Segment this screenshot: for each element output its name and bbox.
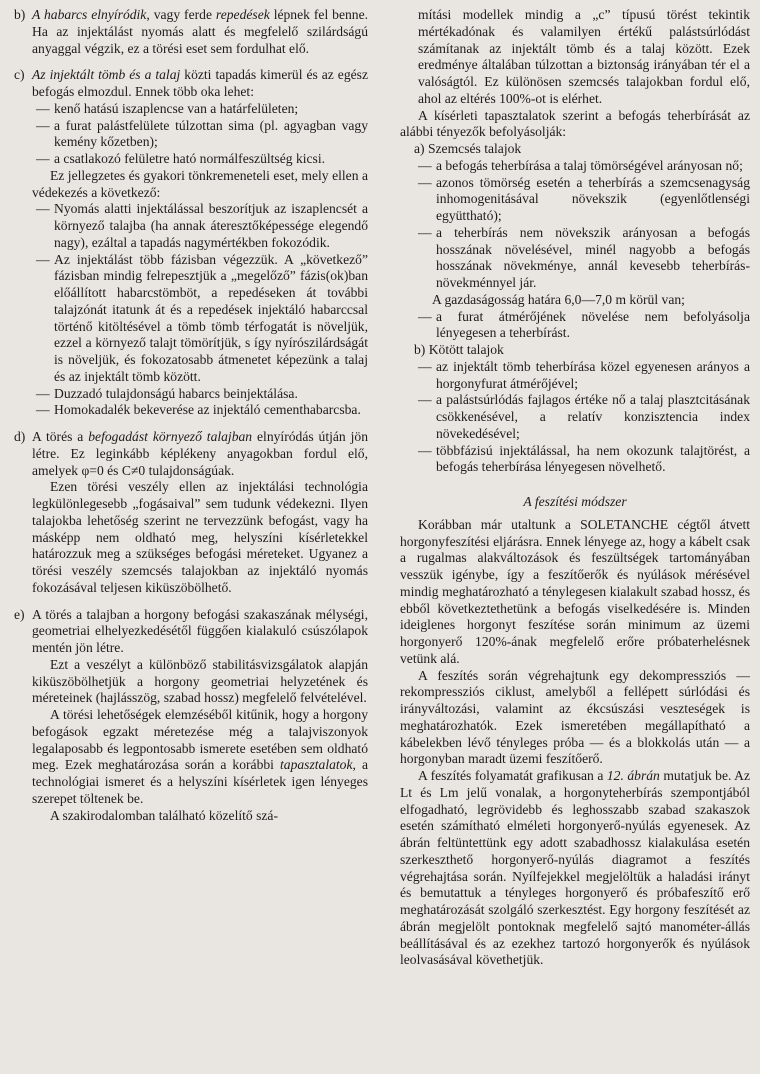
list-item: — a befogás teherbírása a talaj tömörségével arányosan nő; [418,157,743,173]
case-c [14,67,368,419]
paragraph: Korábban már utaltunk a SOLETANCHE cégtől átvett horgonyfeszítési eljárásra. Ennek lényege az, hogy a kábelt csak a rugalmas alakváltozások és feszültségek tartományában vesszük igénybe, így a feszítőerők és nyúlások mérésével mindig meghatározható a ténylegesen kialakult szabad hossz, és ebből következtethetünk a befogás viselkedésére is. Minden ideiglenes horgonyt feszítése során minimum az üzemi horgonyerő 120%-ának megfelelő erőre próbaterhelésnek vetünk alá. [400,516,750,666]
list-item-text: Homokadalék bekeverése az injektáló cementhabarcsba. [54,402,361,418]
list-item-text: a csatlakozó felületre ható normálfeszültség kicsi. [54,151,326,166]
paragraph: A gazdaságosság határa 6,0—7,0 m körül van; [432,291,685,307]
paragraph: mítási modellek mindig a „c” típusú törést tekintik mértékadónak és valamilyen értékű palástsúrlódást számítanak az injektált tömb és a talaj között. Ezek eredménye általában túlzottan a biztonság irányában tér el a valóságtól. Ez különösen szemcsés talajokban fordul elő, ahol az eltérés 100%-ot is elérhet. [418,7,750,106]
emphasis: tapasztalatok [280,757,353,773]
case-b [14,7,368,57]
list-item: — többfázisú injektálással, ha nem okozunk talajtörést, a befogás teherbírása lényegesen növelhető. [418,442,750,475]
list-item-text: a furat átmérőjének növelése nem befolyásolja lényegesen a teherbírást. [436,308,750,341]
list-item-text: Az injektálást több fázisban végezzük. A „következő” fázisban mindig felrepesztjük a „megelőző” fázis(ok)ban előállított habarcstömböt, a repedéseken át további talajzónát itatunk át és a repedések injektáló habarccsal történő kitöltésével a tömb tömb térfogatát is növeljük, ezzel a környező talajt tömörítjük, s így nyírószilárdságát is növeljük, és fokozatosabb átmenetet képezünk a talaj és az injektált tömb között. [54,251,368,384]
list-item-text: kenő hatású iszaplencse van a határfelületen; [54,100,299,116]
case-c-text: közti tapadás kimerül és az egész befogás elmozdul. Ennek több oka lehet: [32,67,368,99]
list-item-text: többfázisú injektálással, ha nem okozunk talajtörést, a befogás teherbírása lényegesen növelhető. [436,442,750,475]
list-item-text: a furat palástfelülete túlzottan sima (pl. agyagban vagy kemény kőzetben); [54,117,368,150]
paragraph: A feszítés során végrehajtunk egy dekompressziós — rekompressziós ciklust, amelyből a fellépett súrlódási és irányváltozási, valamint az ékcsúszási veszteségek is meghatározhatók. Ezek ismeretében megállapítható a kábelekben lévő tényleges próba — és a blokkolás után — a horgonyban maradt üzemi feszítőerő. [400,667,750,767]
case-d [14,429,368,597]
case-e [14,607,368,825]
list-item-text: a befogás teherbírása a talaj tömörségével arányosan nő; [436,157,743,173]
list-item: — kenő hatású iszaplencse van a határfelületen; [36,100,299,116]
case-d-text1: A törés a [32,429,89,444]
list-item-text: Duzzadó tulajdonságú habarcs beinjektálása. [54,385,298,401]
list-item-text: az injektált tömb teherbírása közel egyenesen arányos a horgonyfurat átmérőjével; [436,358,750,391]
list-item-text: a teherbírás nem növekszik arányosan a befogás hosszának növelésével, minél nagyobb a befogás hosszának növekménye, annál kevesebb teherbírás-növekménnyel jár. [436,224,750,290]
case-d-text2: elnyíródás útján jön létre. Ez leginkább képlékeny anyagokban fordul elő, amelyek φ=0 és C≠0 tulajdonságúak. [32,429,368,478]
case-d-term: befogadást környező talajban [88,429,253,444]
list-item: — Duzzadó tulajdonságú habarcs beinjektálása. [36,385,298,401]
subsection-label: b) Kötött talajok [414,342,504,357]
list-item: — Az injektálást több fázisban végezzük. A „következő” fázisban mindig felrepesztjük a „megelőző” fázis(ok)ban előállított habarcstömböt, a repedéseken át további talajzónát itatunk át és a repedések injektáló habarccsal történő kitöltésével a tömb tömb térfogatát is növeljük, ezzel a környező talajt tömörítjük, s így nyírószilárdságát is növeljük, és fokozatosabb átmenetet képezünk a talaj és az injektált tömb között. [36,251,368,384]
right-column [400,7,750,969]
paragraph: A szakirodalomban található közelítő szá- [50,807,278,823]
granular-soils [400,141,750,342]
left-column [14,7,368,824]
figure-reference: 12. ábrán [606,768,660,783]
list-item: — Nyomás alatti injektálással beszorítjuk az iszaplencsét a környező talajba (ha annak áteresztőképessége elegendő nagy), ezáltal a tapadás nagymértékben fokozódik. [36,201,368,250]
list-item: — a teherbírás nem növekszik arányosan a befogás hosszának növelésével, minél nagyobb a befogás hosszának növekménye, annál kevesebb teherbírás-növekménnyel jár. [418,224,750,290]
list-item: — a palástsúrlódás fajlagos értéke nő a talaj plasztcitásának csökkenésével, a relatív konzisztencia index növekedésével; [418,392,750,441]
paragraph: Ez jellegzetes és gyakori tönkremeneteli eset, mely ellen a védekezés a következő: [32,167,368,200]
list-item-text: a palástsúrlódás fajlagos értéke nő a talaj plasztcitásának csökkenésével, a relatív konzisztencia index növekedésével; [436,392,750,441]
case-e-label: e) [14,606,25,622]
paragraph: Ezen törési veszély ellen az injektálási technológia legkülönlegesebb „fogásaival” sem tudunk védekezni. Ilyen talajokba lehetőség szerint ne tervezzünk befogást, vagy ha másképp nem oldható meg, helyszíni kísérletekkel határozzuk meg a szükséges befogási méreteket. Ugyanez a törési veszély szemcsés talajokban az injektáló nyomás fokozásával teljesen kiküszöbölhető. [32,479,368,595]
paragraph: A feszítés folyamatát grafikusan a 12. ábrán mutatjuk be. Az Lt és Lm jelű vonalak, a horgonyteherbírás szempontjából elfogadható, legrövidebb és leghosszabb szabad szakaszok esetén számítható elméleti horgonyerő-nyúlás egyenesek. Az ábrán feltüntettünk egy adott szabadhossz kialakulása esetén szerkeszthető horgonyerő-nyúlás diagramot a feszítés végrehajtása során. Nyílfejekkel megjelöltük a haladási irányt és bemutattuk a tényleges horgonyerő és próbafeszítő erő meghatározását szolgáló szerkesztést. Egy horgony feszítését az ábrán megjelölt pontoknak megfelelő sajtó manométer-állás beállításával és az ezekhez tartozó horgonyerők és nyúlások leolvasásával követhetjük. [400,768,750,968]
case-b-text1: , vagy ferde [146,7,216,22]
case-d-label: d) [14,429,26,444]
case-c-title: Az injektált tömb és a talaj [32,67,181,83]
list-item: — Homokadalék bekeverése az injektáló cementhabarcsba. [36,402,361,418]
case-b-text2: lépnek fel benne. Ha az injektálást nyomás alatt és megfelelő szilárdságú anyaggal végzik, ez a törési eset sem fordulhat elő. [32,7,369,56]
list-item: — a furat palástfelülete túlzottan sima (pl. agyagban vagy kemény kőzetben); [36,117,368,150]
paragraph: A kísérleti tapasztalatok szerint a befogás teherbírását az alábbi tényezők befolyásolják: [400,107,750,140]
cohesive-soils [400,342,750,476]
case-b-title: A habarcs elnyíródik [32,7,147,22]
case-b-label: b) [14,7,26,22]
continuation-block [400,7,750,108]
list-item: — az injektált tömb teherbírása közel egyenesen arányos a horgonyfurat átmérőjével; [418,358,750,391]
list-item: — a furat átmérőjének növelése nem befolyásolja lényegesen a teherbírást. [418,308,750,341]
subsection-label: a) Szemcsés talajok [414,141,522,156]
case-e-text: A törés a talajban a horgony befogási szakaszának mélységi, geometriai elhelyezkedésétől függően kialakuló csúszólapok mentén jön létre. [32,606,368,655]
case-b-term: repedések [215,7,270,22]
list-item-text: Nyomás alatti injektálással beszorítjuk az iszaplencsét a környező talajba (ha annak áteresztőképessége elegendő nagy), ezáltal a tapadás nagymértékben fokozódik. [54,201,368,250]
case-c-label: c) [14,67,25,83]
list-item: — azonos tömörség esetén a teherbírás a szemcsenagyság inhomogenitásával növekszik (egyenlőtlenségi együttható); [418,174,750,223]
list-item: — a csatlakozó felületre ható normálfeszültség kicsi. [36,151,326,166]
section-heading: A feszítési módszer [523,494,627,509]
paragraph: A törési lehetőségek elemzéséből kitűnik, hogy a horgony befogások egzakt méretezése még a talajviszonyok legalaposabb és legpontosabb ismerete esetében sem oldható meg. Ezek meghatározása során a korábbi tapasztalatok, a technológiai ismeret és a helyszíni kísérletek igen lényeges szerepet töltenek be. [32,707,368,806]
list-item-text: azonos tömörség esetén a teherbírás a szemcsenagyság inhomogenitásával növekszik (egyenlőtlenségi együttható); [436,174,750,223]
paragraph: Ezt a veszélyt a különböző stabilitásvizsgálatok alapján kiküszöbölhetjük a horgony geometriai helyzetének és méreteinek (hajlásszög, szabad hossz) megfelelő felvételével. [32,656,368,706]
